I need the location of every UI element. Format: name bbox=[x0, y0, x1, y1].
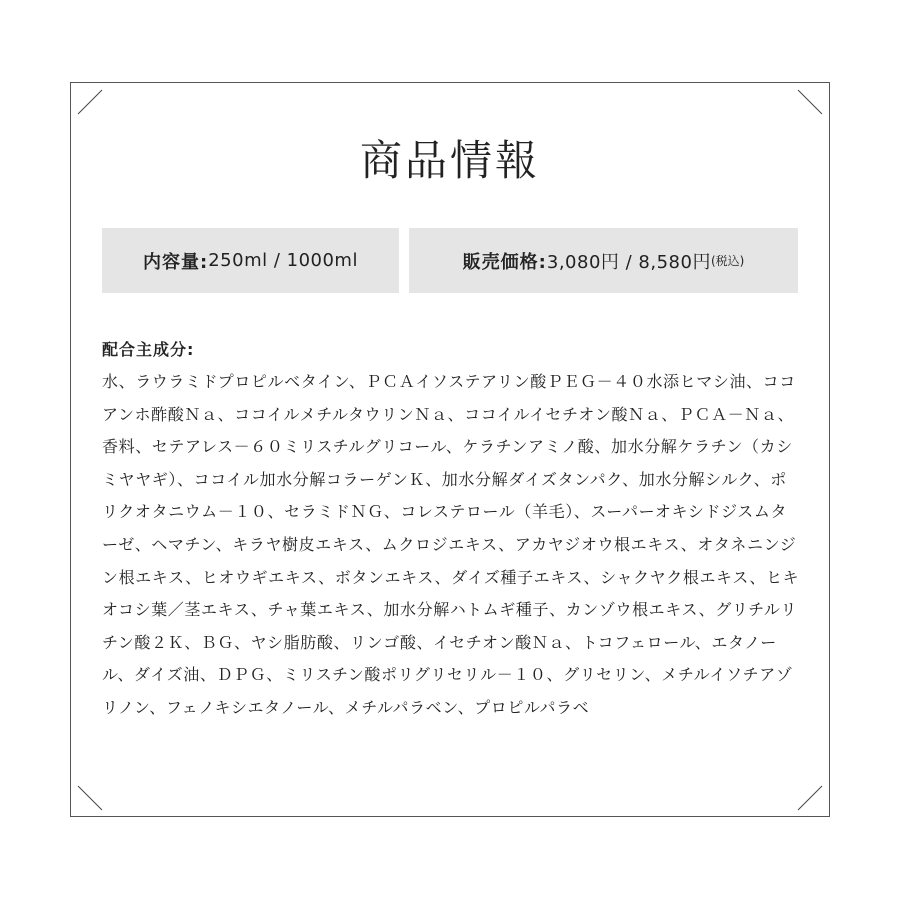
corner-line-icon bbox=[77, 785, 103, 811]
corner-line-icon bbox=[77, 89, 103, 115]
section-title: 商品情報 bbox=[359, 136, 540, 185]
corner-line-icon bbox=[797, 89, 823, 115]
volume-value: 250ml / 1000ml bbox=[208, 250, 358, 271]
price-box bbox=[409, 228, 798, 293]
volume-label: 内容量: bbox=[143, 251, 209, 273]
ingredients-label: 配合主成分: bbox=[102, 340, 195, 359]
price-value: 3,080円 / 8,580円 bbox=[546, 251, 711, 273]
ingredients-text: 水、ラウラミドプロピルベタイン、ＰＣＡイソステアリン酸ＰＥＧ－４０水添ヒマシ油、ココアンホ酢酸Ｎａ、ココイルメチルタウリンＮａ、ココイルイセチオン酸Ｎａ、ＰＣＡ－Ｎａ、香料、セテアレス－６０ミリスチルグリコール、ケラチンアミノ酸、加水分解ケラチン（カシミヤヤギ）、ココイル加水分解コラーゲンＫ、加水分解ダイズタンパク、加水分解シルク、ポリクオタニウム－１０、セラミドＮＧ、コレステロール（羊毛）、スーパーオキシドジスムターゼ、ヘマチン、キラヤ樹皮エキス、ムクロジエキス、アカヤジオウ根エキス、オタネニンジン根エキス、ヒオウギエキス、ボタンエキス、ダイズ種子エキス、シャクヤク根エキス、ヒキオコシ葉／茎エキス、チャ葉エキス、加水分解ハトムギ種子、カンゾウ根エキス、グリチルリチン酸２Ｋ、ＢＧ、ヤシ脂肪酸、リンゴ酸、イセチオン酸Ｎａ、トコフェロール、エタノール、ダイズ油、ＤＰＧ、ミリスチン酸ポリグリセリル－１０、グリセリン、メチルイソチアゾリノン、フェノキシエタノール、メチルパラベン、プロピルパラベ bbox=[102, 372, 800, 717]
corner-line-icon bbox=[797, 785, 823, 811]
tax-note: (税込) bbox=[710, 254, 745, 268]
volume-box bbox=[102, 228, 399, 293]
price-label: 販売価格: bbox=[462, 251, 547, 273]
